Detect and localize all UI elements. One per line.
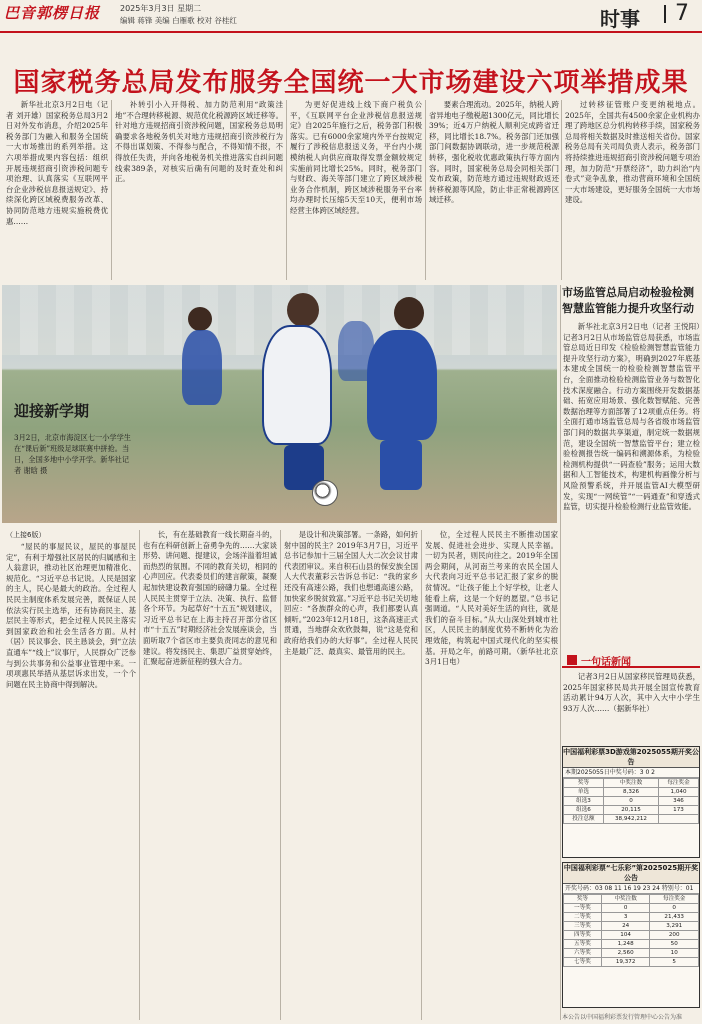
table-cell: 二等奖 — [564, 913, 602, 922]
body-column-3 — [284, 530, 418, 1020]
table-cell: 组选6 — [564, 806, 604, 815]
lead-text-2: 补转引小入开得税、加力防范利用“政策洼地”不合理转移税源、规范优化税源跨区域迁移等。针对地方违规招商引资涉税问题，国家税务总局明确要求各地税务机关对地方违规招商引资涉税行为不得出谋划策、不得参与配合，不得知情不报，不得放任失责，并向各地税务机关推进落实自纠问题线索389条，对核实后确有问题的及时查处和纠正。 — [115, 100, 283, 184]
lead-column-4 — [429, 100, 559, 280]
table-row — [564, 815, 699, 824]
lottery-qilecai-table — [563, 894, 699, 967]
lottery-qilecai-numbers: 开奖号码：03 08 11 16 19 23 24 特别号：01 — [563, 884, 699, 894]
photo-player-head — [287, 293, 319, 327]
lead-text-4: 要素合理流动。2025年，纳税人跨省异地电子缴税超1300亿元，同比增长39%；近4万户纳税人顺利完成跨省迁移，同比增长18.7%。税务部门还加强部门间数据协调联动，进一步规范税源转移，强化税收优惠政策执行等方面内容。同时，国家税务总局会同相关部门发布政策，防范地方通过违规财政返还转移税源等风险，防止非正常税源跨区域迁移。 — [429, 100, 559, 205]
photo-player-body — [367, 330, 437, 440]
table-cell: 38,942,212 — [603, 815, 658, 824]
column-rule — [111, 100, 112, 280]
table-cell: 1,248 — [601, 940, 650, 949]
lead-text-3: 为更好促进线上线下商户税负公平，《互联网平台企业涉税信息报送规定》自2025年施行之后，税务部门积极落实。已有6000余家境内外平台按规定履行了涉税信息报送义务，平台内小规模纳税人向供应商取得发票金额较规定实施前同比增长25%。同时，税务部门与财政、海关等部门建立了跨区域涉税业务合作机制，跨区域涉税服务平台率均办理时长压缩5天至10天，便利市场经营主体跨区域经营。 — [290, 100, 422, 215]
table-cell: 七等奖 — [564, 958, 602, 967]
table-cell: 一等奖 — [564, 904, 602, 913]
table-header: 每注奖金 — [659, 779, 699, 788]
table-row — [564, 788, 699, 797]
body-text-3: 是设计和决策部署。一条路，如何折射中国的民主？2019年3月7日，习近平总书记参加十三届全国人大二次会议甘肃代表团审议。来自积石山县的保安族全国人大代表董彩云告诉总书记：“我的家乡还没有高速公路，我们也想通高速公路，加快家乡脱贫致富。”习近平总书记关切地回应：“各族群众的心声，我们都要认真倾听。”2023年12月18日，这条高速正式贯通，当地群众欢欣鼓舞，说“这是党和政府给我们办的大好事”。全过程人民民主是最广泛、最真实、最管用的民主。 — [284, 530, 418, 656]
body-column-1 — [6, 542, 136, 1020]
photo-player-body — [262, 325, 332, 445]
table-cell: 1,040 — [659, 788, 699, 797]
column-rule — [421, 530, 422, 1020]
table-cell: 四等奖 — [564, 931, 602, 940]
editors-line: 编辑 蒋锋 美编 白雁歌 校对 谷桂红 — [120, 16, 237, 25]
lead-column-2 — [115, 100, 283, 280]
photo-player-legs — [380, 440, 422, 490]
column-rule — [286, 100, 287, 280]
page-header — [0, 0, 702, 30]
table-cell: 3,291 — [650, 922, 699, 931]
table-cell: 104 — [601, 931, 650, 940]
header-rule — [0, 31, 702, 33]
sidebar-article-text: 新华社北京3月2日电（记者 王悦阳）记者3月2日从市场监管总局获悉，市场监管总局近日印发《检验检测智慧监管能力提升攻坚行动方案》，明确到2027年底基本建成全国统一的检验检测智慧监管平台，全面推动检验检测监管业务与数智化技术深度融合。行动方案围绕开发数据基础、拓宽应用场景、强化数智赋能、完善数据治理等方面部署了12项重点任务。将全面打通市场监管总局与各省级市场监管部门间的数据共享渠道，制定统一数据规范，建设全国统一智慧监管平台；建立检验检测报告统一编码和溯源体系，为检验检测机构提供“一码查验”服务；运用大数据和人工智能技术，构建机构画像分析与风险预警系统，并开展监管AI大模型研发，实现“一网统管”“一码通查”和穿透式监管，切实提升检验检测行业监管效能。 — [563, 322, 700, 512]
lead-column-3 — [290, 100, 422, 280]
table-header: 中奖注数 — [601, 895, 650, 904]
newspaper-logo: 巴音郭楞日报 — [4, 4, 101, 22]
body-text-1: “屋民的事屋民议，屋民的事屋民定”，有利于增强社区居民的归属感和主人翁意识，推动社区治理更加精准化、规范化。“习近平总书记说。人民是国家的主人，民心是最大的政治。全过程人民民主制度体系发展完善，既保证人民依法实行民主选举，还有协商民主、基层民主等形式，把全过程人民民主落实到国家政治和社会生活各方面。从村（居）民议事会、民主恳谈会，到“立法直通车”“线上”议事厅，人民群众广泛参与到公共事务和公益事业管理中来。一项项惠民举措从基层诉求出发，一个个问题在民主协商中得到解决。 — [6, 542, 136, 689]
table-row — [564, 913, 699, 922]
table-row — [564, 797, 699, 806]
column-rule — [425, 100, 426, 280]
brief-item: 记者3月2日从国家移民管理局获悉，2025年国家移民局共开展全国宣传教育活动累计94万人次，其中入大中小学生93万人次……（据新华社） — [563, 672, 700, 713]
body-text-2: 长，有在基础教育一线长期奋斗的，也有在科研创新上奋勇争先的……大家谈形势、讲问题、提建议，会场洋溢着坦诚而热烈的氛围。不同的教育关切，相同的心声回应。代表委员们的建言献策，凝聚起加快建设教育强国的磅礴力量。全过程人民民主贯穿于立法、决策、执行、监督各个环节。为起草好“十五五”规划建议，习近平总书记在上海主持召开部分省区市“十五五”时期经济社会发展座谈会，当面听取7个省区市主要负责同志的意见和建议。将发扬民主、集思广益贯穿始终，汇聚起奋进新征程的强大合力。 — [143, 530, 277, 667]
table-cell: 0 — [601, 904, 650, 913]
table-cell: 组选3 — [564, 797, 604, 806]
lead-text-1: 新华社北京3月2日电（记者 刘开雄）国家税务总局3月2日对外发布消息，介绍2025年税务部门为融入和服务全国统一大市场推出的系列举措。这六项举措成果内容包括：组织开展违规招商引资涉税问题专项治理、认真落实《互联网平台企业涉税信息报送规定》、持续深化跨区域税费服务改革、协同防范地方违规实施税费优惠…… — [6, 100, 108, 226]
table-cell: 50 — [650, 940, 699, 949]
briefs-marker-icon — [567, 655, 577, 665]
column-rule — [139, 530, 140, 1020]
table-row — [564, 931, 699, 940]
photo-title: 迎接新学期 — [14, 402, 90, 420]
photo-caption: 3月2日，北京市海淀区七一小学学生在“课后新”班级足球联赛中拼抢。当日，全国多地中小学开学。新华社记者 谢晗 摄 — [14, 433, 131, 475]
table-cell: 五等奖 — [564, 940, 602, 949]
table-cell: 3 — [601, 913, 650, 922]
table-cell: 200 — [650, 931, 699, 940]
table-cell: 2,560 — [601, 949, 650, 958]
table-cell: 三等奖 — [564, 922, 602, 931]
page-number: 7 — [675, 1, 689, 26]
sidebar-article-body — [563, 322, 700, 648]
table-cell: 8,326 — [603, 788, 658, 797]
lottery-qilecai-title: 中国福利彩票“七乐彩”第2025025期开奖公告 — [563, 864, 699, 882]
table-cell — [659, 815, 699, 824]
table-cell: 346 — [659, 797, 699, 806]
table-cell: 单选 — [564, 788, 604, 797]
photo-player-head — [188, 307, 212, 331]
continued-from-tag: （上接6版） — [6, 531, 46, 539]
lottery-3d-box — [562, 746, 700, 858]
sidebar-headline: 市场监管总局启动检验检测 — [562, 286, 694, 299]
table-cell: 19,372 — [601, 958, 650, 967]
table-cell: 21,433 — [650, 913, 699, 922]
table-cell: 10 — [650, 949, 699, 958]
photo-player-body — [182, 330, 222, 405]
table-cell: 173 — [659, 806, 699, 815]
lottery-footnote: 本公告以中国福利彩票发行管理中心公告为准 — [562, 1014, 683, 1021]
sidebar-headline-line2: 智慧监管能力提升攻坚行动 — [562, 302, 694, 315]
table-row — [564, 958, 699, 967]
lottery-3d-title: 中国福利彩票3D游戏第2025055期开奖公告 — [563, 748, 699, 766]
table-row — [564, 940, 699, 949]
table-cell: 0 — [603, 797, 658, 806]
table-header: 奖等 — [564, 779, 604, 788]
column-rule — [560, 285, 561, 1020]
column-rule — [280, 530, 281, 1020]
body-column-4 — [425, 530, 558, 1020]
photo-player-head — [394, 297, 424, 329]
table-row — [564, 904, 699, 913]
table-cell: 20,115 — [603, 806, 658, 815]
table-cell: 投注总额 — [564, 815, 604, 824]
table-header: 奖等 — [564, 895, 602, 904]
briefs-body — [563, 672, 700, 742]
lead-text-5: 过转移征管账户变更纳税地点。2025年，全国共有4500余家企业机构办理了跨地区总分机构转移手续，国家税务总局将相关数据及时推送相关省份。国家税务总局有关司局负责人表示，税务部门将持续推进违规招商引资涉税问题专项治理，加力防范“开票经济”，助力纠治“内卷式”竞争乱象，推动营商环境和全国统一大市场建设，更好服务全国统一大市场建设。 — [565, 100, 700, 205]
main-headline: 国家税务总局发布服务全国统一大市场建设六项举措成果 — [13, 68, 689, 98]
table-cell: 5 — [650, 958, 699, 967]
lead-column-1 — [6, 100, 108, 280]
table-header: 中奖注数 — [603, 779, 658, 788]
table-cell: 24 — [601, 922, 650, 931]
soccer-ball — [312, 480, 338, 506]
table-header: 每注奖金 — [650, 895, 699, 904]
lead-column-5 — [565, 100, 700, 280]
lottery-qilecai-box — [562, 862, 700, 1008]
column-rule — [561, 100, 562, 280]
section-name: 时事 — [600, 7, 640, 31]
table-row — [564, 922, 699, 931]
issue-date: 2025年3月3日 星期二 — [120, 4, 202, 13]
body-column-2 — [143, 530, 277, 1020]
table-cell: 0 — [650, 904, 699, 913]
lottery-3d-numbers: 本期2025055日中奖号码：3 0 2 — [563, 768, 699, 778]
table-cell: 六等奖 — [564, 949, 602, 958]
table-row — [564, 806, 699, 815]
table-row — [564, 949, 699, 958]
lottery-3d-table — [563, 778, 699, 824]
body-text-4: 位，全过程人民民主不断推动国家发展、促进社会进步、实现人民幸福。一切为民者，则民向往之。2019年全国两会期间，从河南兰考来的农民全国人大代表向习近平总书记汇报了家乡的脱贫情况。“让孩子能上个好学校，让老人能看上病，这是一个好的愿望。”总书记强调道。“人民对美好生活的向往，就是我们的奋斗目标。”从大山深处到城市社区，人民民主的制度优势不断转化为治理效能，构筑起中国式现代化的坚实根基。开局之年，前路可期。（新华社北京3月1日电） — [425, 530, 558, 667]
briefs-heading: 一句话新闻 — [581, 657, 631, 668]
section-divider — [664, 5, 666, 23]
